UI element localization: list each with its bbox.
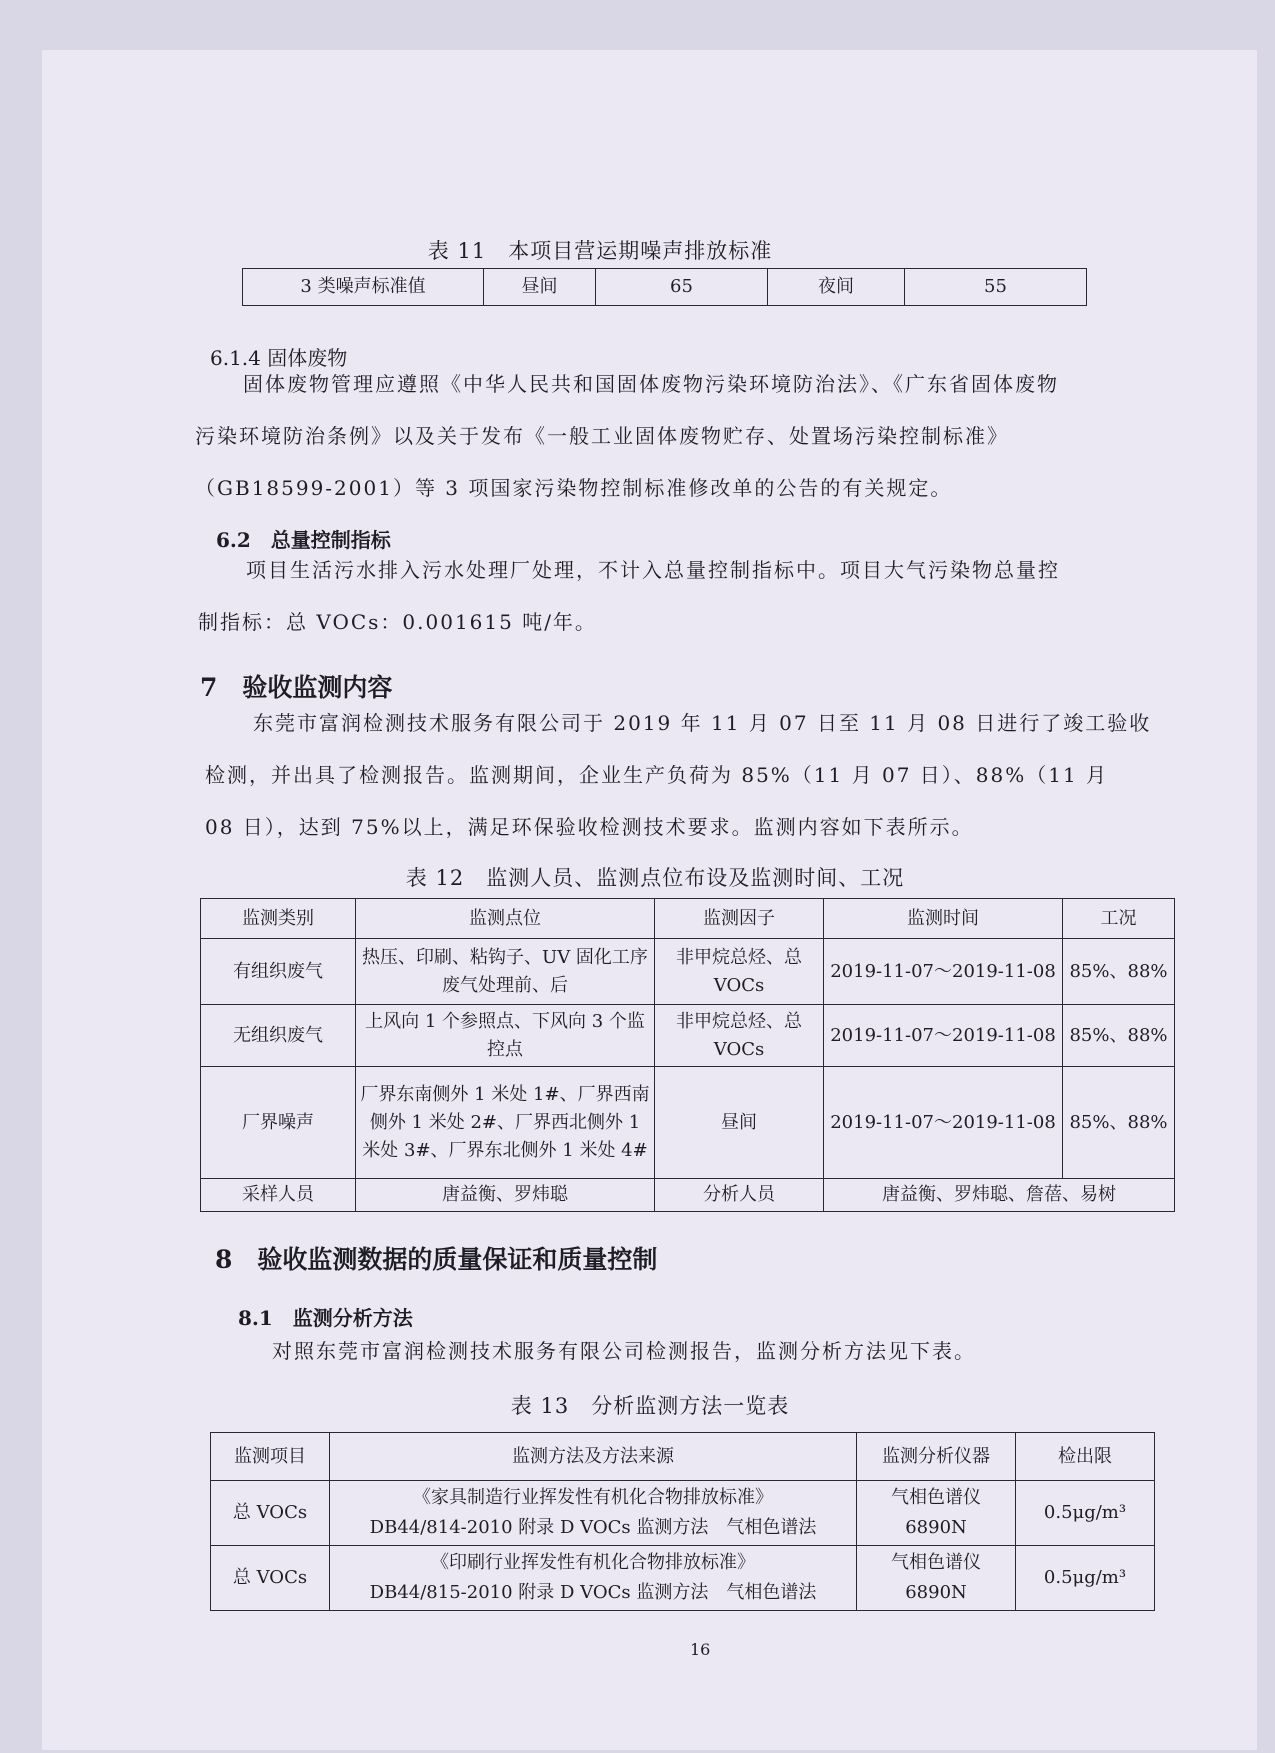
column-header: 监测分析仪器 bbox=[857, 1433, 1016, 1481]
table-row bbox=[201, 1005, 1175, 1067]
table12-cell: 85%、88% bbox=[1063, 939, 1175, 1005]
table12-cell: 非甲烷总烃、总 VOCs bbox=[655, 1005, 824, 1067]
paragraph-line: 固体废物管理应遵照《中华人民共和国固体废物污染环境防治法》、《广东省固体废物 bbox=[243, 372, 1059, 396]
table13-cell: 总 VOCs bbox=[211, 1546, 330, 1611]
section-7-body bbox=[205, 697, 1155, 853]
table12-cell: 唐益衡、罗炜聪、詹蓓、易树 bbox=[824, 1179, 1175, 1212]
section-6-1-4-heading: 6.1.4 固体废物 bbox=[210, 346, 348, 370]
table13-cell bbox=[857, 1481, 1016, 1546]
section-8-1-heading: 8.1 监测分析方法 bbox=[238, 1306, 413, 1330]
table12-cell: 昼间 bbox=[655, 1067, 824, 1179]
column-header: 监测项目 bbox=[211, 1433, 330, 1481]
table-row bbox=[211, 1546, 1155, 1611]
column-header: 监测类别 bbox=[201, 899, 356, 939]
table-footer-row bbox=[201, 1179, 1175, 1212]
instrument-model: 6890N bbox=[905, 1582, 967, 1603]
column-header: 监测时间 bbox=[824, 899, 1063, 939]
section-7-heading: 7 验收监测内容 bbox=[200, 673, 393, 702]
table13-cell bbox=[330, 1546, 857, 1611]
paragraph-line: 项目生活污水排入污水处理厂处理，不计入总量控制指标中。项目大气污染物总量控 bbox=[246, 558, 1060, 582]
paragraph-line: （GB18599-2001）等 3 项国家污染物控制标准修改单的公告的有关规定。 bbox=[195, 476, 953, 500]
column-header: 监测点位 bbox=[356, 899, 655, 939]
table12 bbox=[200, 898, 1175, 1212]
paragraph-line: 检测，并出具了检测报告。监测期间，企业生产负荷为 85%（11 月 07 日）、88%（11 月 bbox=[205, 763, 1109, 787]
method-standard-name: 《印刷行业挥发性有机化合物排放标准》 bbox=[431, 1552, 755, 1573]
table12-cell: 2019-11-07～2019-11-08 bbox=[824, 939, 1063, 1005]
table11-cell: 55 bbox=[905, 269, 1087, 306]
table13-cell: 0.5μg/m³ bbox=[1016, 1546, 1155, 1611]
table12-cell: 采样人员 bbox=[201, 1179, 356, 1212]
section-8-1-line: 对照东莞市富润检测技术服务有限公司检测报告，监测分析方法见下表。 bbox=[272, 1339, 976, 1363]
section-6-2-body bbox=[198, 544, 1148, 648]
table11-cell: 65 bbox=[596, 269, 768, 306]
paragraph-line: 污染环境防治条例》以及关于发布《一般工业固体废物贮存、处置场污染控制标准》 bbox=[195, 424, 1009, 448]
column-header: 监测方法及方法来源 bbox=[330, 1433, 857, 1481]
column-header: 工况 bbox=[1063, 899, 1175, 939]
section-6-2-heading: 6.2 总量控制指标 bbox=[216, 528, 391, 552]
table12-cell: 85%、88% bbox=[1063, 1005, 1175, 1067]
table13-caption: 表 13 分析监测方法一览表 bbox=[510, 1394, 790, 1418]
table11-caption: 表 11 本项目营运期噪声排放标准 bbox=[427, 239, 773, 263]
instrument-name: 气相色谱仪 bbox=[891, 1487, 981, 1508]
table11-cell: 夜间 bbox=[768, 269, 905, 306]
table-row bbox=[201, 1067, 1175, 1179]
instrument-model: 6890N bbox=[905, 1517, 967, 1538]
method-standard-code: DB44/815-2010 附录 D VOCs 监测方法 气相色谱法 bbox=[369, 1582, 817, 1603]
table13-cell: 0.5μg/m³ bbox=[1016, 1481, 1155, 1546]
paragraph-line: 制指标：总 VOCs：0.001615 吨/年。 bbox=[198, 610, 597, 634]
method-standard-name: 《家具制造行业挥发性有机化合物排放标准》 bbox=[413, 1487, 773, 1508]
table12-cell: 2019-11-07～2019-11-08 bbox=[824, 1005, 1063, 1067]
table12-cell: 厂界噪声 bbox=[201, 1067, 356, 1179]
table12-cell: 分析人员 bbox=[655, 1179, 824, 1212]
table13-cell bbox=[330, 1481, 857, 1546]
section-8-heading: 8 验收监测数据的质量保证和质量控制 bbox=[215, 1245, 658, 1274]
table-header-row bbox=[211, 1433, 1155, 1481]
table12-cell: 有组织废气 bbox=[201, 939, 356, 1005]
table13-cell bbox=[857, 1546, 1016, 1611]
column-header: 检出限 bbox=[1016, 1433, 1155, 1481]
table12-cell: 非甲烷总烃、总 VOCs bbox=[655, 939, 824, 1005]
instrument-name: 气相色谱仪 bbox=[891, 1552, 981, 1573]
table13-cell: 总 VOCs bbox=[211, 1481, 330, 1546]
page-number: 16 bbox=[690, 1640, 711, 1659]
paragraph-line: 08 日），达到 75%以上，满足环保验收检测技术要求。监测内容如下表所示。 bbox=[205, 815, 974, 839]
table11 bbox=[242, 268, 1087, 306]
section-6-1-4-body bbox=[195, 358, 1145, 514]
table12-cell: 2019-11-07～2019-11-08 bbox=[824, 1067, 1063, 1179]
table-row bbox=[201, 939, 1175, 1005]
table-row bbox=[243, 269, 1087, 306]
table11-cell: 昼间 bbox=[484, 269, 596, 306]
table11-cell: 3 类噪声标准值 bbox=[243, 269, 484, 306]
table-row bbox=[211, 1481, 1155, 1546]
method-standard-code: DB44/814-2010 附录 D VOCs 监测方法 气相色谱法 bbox=[369, 1517, 817, 1538]
table12-cell: 85%、88% bbox=[1063, 1067, 1175, 1179]
table12-cell: 厂界东南侧外 1 米处 1#、厂界西南侧外 1 米处 2#、厂界西北侧外 1 米处 3#、厂界东北侧外 1 米处 4# bbox=[356, 1067, 655, 1179]
table12-cell: 热压、印刷、粘钩子、UV 固化工序废气处理前、后 bbox=[356, 939, 655, 1005]
table12-cell: 唐益衡、罗炜聪 bbox=[356, 1179, 655, 1212]
table13 bbox=[210, 1432, 1155, 1611]
table12-cell: 无组织废气 bbox=[201, 1005, 356, 1067]
table12-caption: 表 12 监测人员、监测点位布设及监测时间、工况 bbox=[405, 866, 905, 890]
column-header: 监测因子 bbox=[655, 899, 824, 939]
table-header-row bbox=[201, 899, 1175, 939]
paragraph-line: 东莞市富润检测技术服务有限公司于 2019 年 11 月 07 日至 11 月 08 日进行了竣工验收 bbox=[253, 711, 1152, 735]
table12-cell: 上风向 1 个参照点、下风向 3 个监控点 bbox=[356, 1005, 655, 1067]
